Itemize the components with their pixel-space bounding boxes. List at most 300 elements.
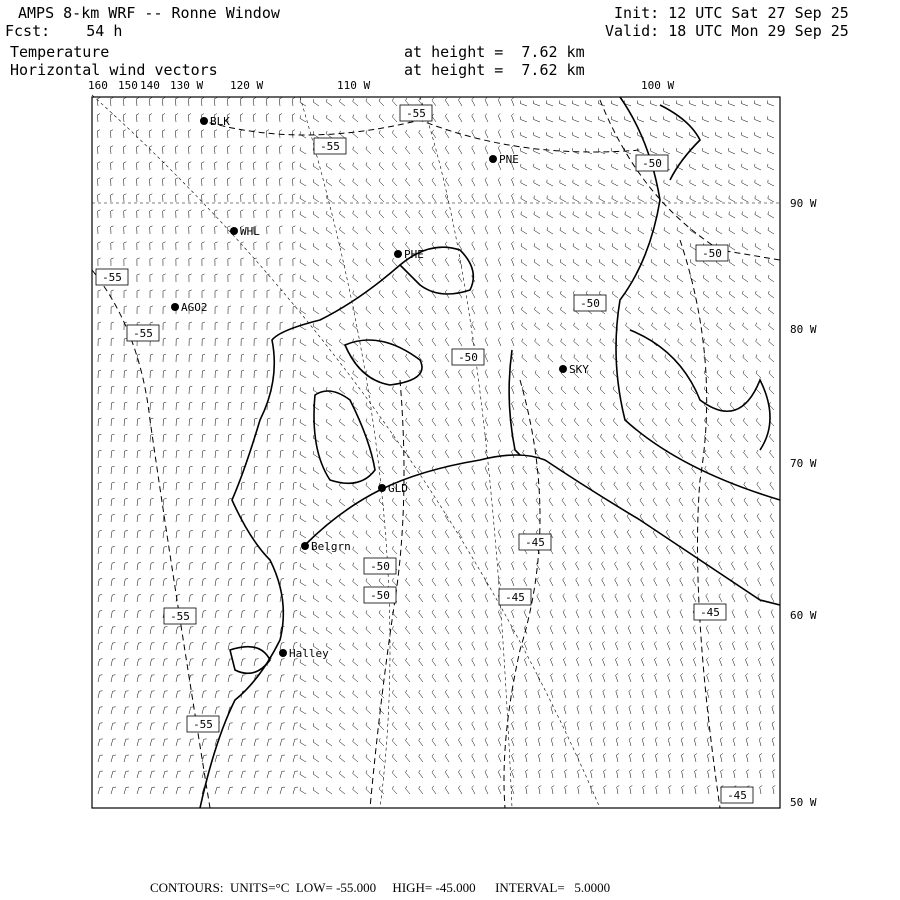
wind-barb	[547, 132, 553, 138]
wind-barb	[485, 466, 488, 475]
wind-barb	[124, 482, 128, 490]
wind-barb	[150, 498, 154, 506]
wind-barb	[149, 98, 152, 106]
wind-barb	[98, 482, 102, 490]
wind-barb	[678, 434, 683, 442]
wind-barb	[124, 755, 129, 762]
wind-barb	[663, 101, 670, 107]
wind-barb	[293, 162, 296, 170]
wind-barb	[392, 674, 397, 682]
wind-barb	[163, 434, 167, 442]
wind-barb	[326, 227, 332, 234]
wind-barb	[681, 722, 683, 731]
wind-barb	[137, 402, 140, 410]
wind-barb	[472, 578, 475, 587]
wind-barb	[681, 690, 683, 699]
wind-barb	[599, 164, 605, 170]
wind-barb	[587, 434, 592, 442]
wind-barb	[587, 323, 592, 330]
wind-barb	[445, 258, 449, 266]
wind-barb	[523, 450, 527, 458]
wind-barb	[150, 210, 153, 218]
wind-barb	[445, 738, 449, 746]
wind-barb	[392, 658, 397, 666]
wind-barb	[512, 114, 515, 123]
wind-barb	[458, 258, 462, 266]
wind-barb	[521, 196, 527, 202]
wind-barb	[406, 706, 411, 714]
wind-barb	[406, 754, 411, 762]
wind-barb	[667, 658, 670, 667]
wind-barb	[228, 627, 232, 634]
wind-barb	[771, 626, 774, 635]
wind-barb	[458, 306, 462, 314]
wind-barb	[547, 243, 553, 250]
wind-barb	[241, 290, 244, 298]
wind-barb	[254, 659, 259, 666]
wind-barb	[326, 419, 332, 426]
wind-barb	[643, 786, 646, 795]
wind-barb	[758, 578, 761, 587]
wind-barb	[163, 627, 167, 634]
wind-barb	[655, 737, 657, 746]
wind-barb	[300, 163, 306, 170]
wind-barb	[615, 594, 618, 602]
wind-barb	[458, 530, 462, 538]
wind-barb	[227, 98, 230, 106]
wind-barb	[353, 147, 358, 154]
wind-barb	[445, 514, 449, 522]
wind-barb	[215, 498, 219, 506]
wind-barb	[228, 434, 232, 442]
wind-barb	[522, 370, 527, 378]
wind-barb	[616, 705, 618, 714]
wind-barb	[690, 164, 696, 170]
wind-barb	[498, 114, 501, 123]
wind-barb	[137, 178, 140, 186]
wind-barb	[458, 754, 462, 762]
wind-barb	[175, 130, 178, 138]
wind-barb	[150, 450, 154, 458]
wind-barb	[98, 402, 101, 410]
wind-barb	[228, 498, 232, 506]
wind-barb	[535, 434, 540, 442]
wind-barb	[768, 291, 774, 298]
wind-barb	[445, 114, 449, 122]
wind-barb	[445, 226, 449, 234]
wind-barb	[472, 178, 475, 187]
wind-barb	[313, 227, 319, 234]
wind-barb	[472, 466, 475, 475]
wind-barb	[214, 130, 217, 138]
wind-barb	[704, 339, 709, 346]
wind-barb	[625, 116, 632, 122]
wind-barb	[768, 227, 774, 234]
wind-barb	[189, 162, 192, 170]
wind-barb	[98, 226, 101, 234]
wind-barb	[485, 786, 488, 795]
wind-barb	[458, 210, 462, 218]
wind-barb	[769, 355, 774, 363]
wind-barb	[366, 242, 371, 250]
wind-barb	[599, 180, 605, 186]
wind-barb	[614, 530, 618, 538]
wind-barb	[137, 418, 140, 426]
wind-barb	[124, 370, 127, 378]
wind-barb	[215, 787, 220, 794]
wind-barb	[313, 179, 319, 186]
wind-barb	[560, 212, 566, 219]
wind-barb	[603, 705, 605, 714]
wind-barb	[551, 690, 553, 699]
wind-barb	[326, 579, 332, 586]
wind-barb	[524, 610, 527, 619]
wind-barb	[561, 339, 566, 346]
wind-barb	[227, 146, 230, 154]
wind-barb	[353, 547, 358, 554]
wind-barb	[667, 578, 670, 587]
wind-barb	[379, 530, 384, 538]
wind-barb	[744, 530, 748, 538]
wind-barb	[406, 402, 411, 410]
wind-barb	[551, 737, 553, 746]
forecast-hour: Fcst: 54 h	[5, 22, 123, 40]
wind-barb	[188, 114, 191, 122]
wind-barb	[124, 787, 129, 794]
wind-barb	[326, 771, 332, 778]
wind-barb	[551, 754, 554, 763]
latitude-tick-label: 70 W	[790, 457, 817, 470]
wind-barb	[267, 579, 271, 587]
wind-barb	[547, 259, 553, 266]
wind-barb	[586, 164, 592, 170]
wind-barb	[702, 101, 709, 107]
wind-barb	[111, 178, 114, 186]
wind-barb	[419, 786, 423, 794]
wind-barb	[392, 226, 397, 234]
wind-barb	[254, 563, 258, 571]
wind-barb	[680, 578, 683, 587]
wind-barb	[535, 323, 540, 330]
station-label: BLK	[210, 115, 230, 128]
wind-barb	[97, 146, 100, 154]
wind-barb	[547, 180, 553, 186]
wind-barb	[313, 371, 319, 378]
wind-barb	[254, 755, 259, 762]
wind-barb	[300, 691, 306, 698]
station-dot	[230, 227, 238, 235]
wind-barb	[717, 355, 722, 363]
wind-barb	[293, 498, 297, 506]
wind-barb	[163, 290, 166, 298]
wind-barb	[254, 274, 257, 282]
wind-barb	[111, 482, 115, 490]
wind-barb	[692, 514, 696, 522]
wind-barb	[639, 386, 644, 394]
wind-barb	[512, 98, 515, 107]
wind-barb	[228, 595, 232, 603]
wind-barb	[98, 194, 101, 202]
wind-barb	[552, 786, 555, 795]
wind-barb	[353, 371, 358, 378]
wind-barb	[498, 226, 501, 235]
wind-barb	[267, 178, 270, 186]
wind-barb	[485, 210, 488, 219]
wind-barb	[241, 210, 244, 218]
wind-barb	[392, 546, 397, 554]
wind-barb	[703, 227, 709, 234]
wind-barb	[733, 705, 735, 714]
wind-barb	[548, 402, 553, 410]
wind-barb	[771, 658, 774, 667]
wind-barb	[353, 563, 358, 570]
wind-barb	[267, 162, 270, 170]
wind-barb	[379, 546, 384, 554]
wind-barb	[254, 579, 258, 587]
wind-barb	[742, 227, 748, 234]
wind-barb	[757, 530, 761, 538]
wind-barb	[340, 435, 346, 442]
wind-barb	[703, 148, 709, 154]
wind-barb	[241, 482, 245, 490]
wind-barb	[202, 338, 205, 346]
wind-barb	[419, 306, 423, 314]
wind-barb	[280, 579, 284, 587]
wind-barb	[757, 482, 761, 490]
wind-barb	[563, 594, 566, 602]
wind-barb	[379, 610, 384, 618]
wind-barb	[124, 659, 129, 666]
wind-barb	[214, 146, 217, 154]
wind-barb	[730, 339, 735, 346]
wind-barb	[293, 450, 297, 458]
wind-barb	[627, 546, 631, 554]
wind-barb	[445, 274, 449, 282]
wind-barb	[280, 290, 283, 298]
wind-barb	[163, 546, 167, 554]
wind-barb	[353, 755, 358, 762]
wind-barb	[498, 210, 501, 219]
wind-barb	[677, 291, 683, 298]
wind-barb	[228, 322, 231, 330]
wind-barb	[98, 210, 101, 218]
wind-barb	[379, 226, 384, 234]
wind-barb	[406, 194, 411, 202]
wind-barb	[498, 738, 501, 747]
wind-barb	[629, 705, 631, 714]
wind-barb	[547, 291, 553, 298]
wind-barb	[366, 706, 371, 714]
wind-barb	[629, 722, 631, 731]
wind-barb	[202, 482, 206, 490]
wind-barb	[163, 739, 168, 746]
wind-barb	[392, 786, 397, 794]
wind-barb	[419, 498, 423, 506]
wind-barb	[353, 419, 358, 426]
wind-barb	[548, 323, 553, 330]
wind-barb	[280, 643, 284, 650]
wind-barb	[562, 482, 566, 490]
wind-barb	[560, 227, 566, 234]
init-time: Init: 12 UTC Sat 27 Sep 25	[614, 4, 849, 22]
wind-barb	[626, 402, 631, 410]
wind-barb	[432, 210, 436, 218]
wind-barb	[616, 673, 618, 682]
wind-barb	[445, 178, 449, 186]
wind-barb	[189, 194, 192, 202]
wind-barb	[293, 194, 296, 202]
wind-barb	[627, 498, 631, 506]
wind-barb	[392, 242, 397, 250]
wind-barb	[313, 259, 319, 266]
wind-barb	[651, 243, 657, 250]
wind-barb	[612, 259, 618, 266]
wind-barb	[742, 212, 748, 219]
wind-barb	[379, 658, 384, 666]
wind-barb	[353, 515, 358, 522]
wind-barb	[599, 212, 605, 219]
wind-barb	[625, 196, 631, 202]
wind-barb	[768, 164, 774, 170]
wind-barb	[162, 130, 165, 138]
wind-barb	[98, 386, 101, 394]
wind-barb	[124, 723, 129, 730]
wind-barb	[679, 514, 683, 522]
wind-barb	[111, 530, 115, 538]
wind-barb	[111, 306, 114, 314]
wind-barb	[706, 626, 709, 635]
wind-barb	[743, 307, 749, 314]
wind-barb	[150, 530, 154, 538]
wind-barb	[176, 226, 179, 234]
wind-barb	[577, 737, 579, 746]
wind-barb	[652, 323, 657, 330]
wind-barb	[573, 196, 579, 202]
wind-barb	[498, 562, 501, 571]
wind-barb	[773, 786, 776, 795]
wind-barb	[458, 738, 462, 746]
wind-barb	[293, 466, 297, 474]
wind-barb	[730, 323, 735, 330]
wind-barb	[512, 738, 515, 747]
wind-barb	[111, 370, 114, 378]
wind-barb	[137, 514, 141, 522]
wind-barb	[163, 595, 167, 603]
wind-barb	[512, 178, 515, 187]
wind-barb	[485, 354, 488, 363]
wind-barb	[340, 259, 346, 266]
wind-barb	[574, 418, 579, 426]
wind-barb	[472, 786, 475, 795]
wind-barb	[202, 755, 207, 762]
wind-barb	[215, 162, 218, 170]
wind-barb	[326, 243, 332, 250]
wind-barb	[535, 339, 540, 346]
wind-barb	[550, 641, 553, 650]
wind-barb	[98, 595, 102, 603]
wind-barb	[280, 162, 283, 170]
wind-barb	[445, 306, 449, 314]
contour-label: -50	[458, 351, 478, 364]
wind-barb	[110, 98, 113, 106]
wind-barb	[280, 418, 283, 426]
wind-barb	[124, 386, 127, 394]
wind-barb	[768, 180, 774, 186]
wind-barb	[163, 386, 166, 394]
wind-barb	[202, 210, 205, 218]
wind-barb	[241, 787, 246, 794]
wind-barb	[525, 722, 527, 731]
wind-barb	[720, 673, 722, 682]
wind-barb	[588, 498, 592, 506]
wind-barb	[729, 291, 735, 298]
wind-barb	[432, 98, 436, 106]
wind-barb	[189, 691, 194, 698]
wind-barb	[293, 691, 298, 698]
wind-barb	[215, 530, 219, 538]
wind-barb	[176, 691, 181, 698]
wind-barb	[300, 419, 306, 426]
wind-barb	[137, 466, 141, 474]
station-dot	[171, 303, 179, 311]
wind-barb	[625, 180, 631, 186]
wind-barb	[664, 212, 670, 219]
wind-barb	[716, 227, 722, 234]
wind-barb	[755, 164, 761, 170]
wind-barb	[392, 210, 397, 218]
wind-barb	[498, 482, 501, 491]
wind-barb	[525, 673, 527, 682]
wind-barb	[137, 546, 141, 554]
wind-barb	[149, 130, 152, 138]
station-label: SKY	[569, 363, 589, 376]
wind-barb	[512, 242, 515, 251]
wind-barb	[163, 659, 168, 666]
wind-barb	[639, 418, 644, 426]
wind-barb	[300, 115, 306, 122]
wind-barb	[637, 101, 644, 107]
wind-barb	[124, 627, 128, 634]
wind-barb	[162, 146, 165, 154]
wind-barb	[313, 243, 319, 250]
wind-barb	[176, 194, 179, 202]
wind-barb	[522, 339, 527, 346]
wind-barb	[111, 466, 115, 474]
latitude-tick-label: 80 W	[790, 323, 817, 336]
wind-barb	[241, 755, 246, 762]
wind-barb	[729, 180, 735, 186]
wind-barb	[498, 610, 501, 619]
wind-barb	[547, 148, 553, 154]
wind-barb	[690, 259, 696, 266]
wind-barb	[612, 212, 618, 219]
contour-label: -55	[133, 327, 153, 340]
wind-barb	[162, 114, 165, 122]
wind-barb	[512, 610, 515, 619]
wind-barb	[534, 227, 540, 234]
wind-barb	[254, 723, 259, 730]
wind-barb	[340, 371, 346, 378]
wind-barb	[292, 146, 295, 154]
wind-barb	[98, 306, 101, 314]
wind-barb	[293, 258, 296, 266]
wind-barb	[267, 450, 271, 458]
wind-barb	[379, 722, 384, 730]
wind-barb	[703, 180, 709, 186]
wind-barb	[574, 386, 579, 394]
wind-barb	[547, 164, 553, 170]
wind-barb	[472, 706, 475, 715]
